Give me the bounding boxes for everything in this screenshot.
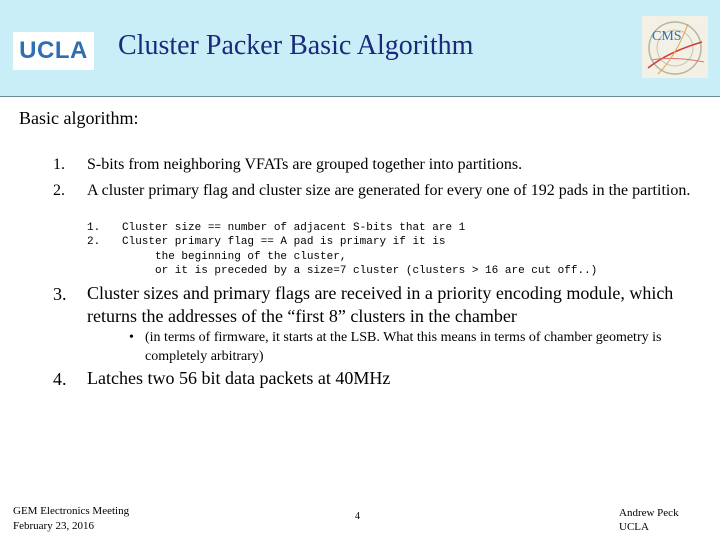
footer-meeting-info	[13, 504, 129, 534]
list-item: Cluster sizes and primary flags are received in a priority encoding module, which returns the addresses of the “first 8” clusters in the chamber	[87, 283, 674, 326]
footer-author: Andrew Peck	[619, 507, 679, 519]
bullet-icon: •	[129, 330, 134, 345]
item-number: 1.	[53, 156, 65, 173]
list-item: Latches two 56 bit data packets at 40MHz	[87, 368, 391, 388]
subitem-number: 1.	[87, 222, 101, 234]
cms-logo-text: CMS	[652, 29, 682, 44]
subitem: Cluster primary flag == A pad is primary if it is the beginning of the cluster, or it is preceded by a size=7 cluster (clusters > 16 are cut off..)	[122, 236, 598, 277]
footer-date: February 23, 2016	[13, 520, 94, 532]
list-item: A cluster primary flag and cluster size are generated for every one of 192 pads in the partition.	[87, 182, 691, 199]
ucla-logo-text: UCLA	[19, 37, 88, 64]
item-number: 2.	[53, 182, 65, 199]
page-number: 4	[355, 511, 360, 522]
ucla-logo	[13, 32, 94, 70]
subitem: Cluster size == number of adjacent S-bits that are 1	[122, 222, 466, 234]
footer-author-info	[619, 506, 679, 534]
slide-title: Cluster Packer Basic Algorithm	[118, 30, 474, 61]
intro-text: Basic algorithm:	[19, 108, 139, 128]
cms-logo	[642, 16, 708, 78]
slide-header	[0, 0, 720, 97]
subitem-number: 2.	[87, 236, 101, 248]
footer-meeting: GEM Electronics Meeting	[13, 505, 130, 517]
bullet-text: (in terms of firmware, it starts at the LSB. What this means in terms of chamber geometry is completely arbitrary)	[145, 330, 662, 364]
item-number: 3.	[53, 284, 67, 304]
list-item: S-bits from neighboring VFATs are grouped together into partitions.	[87, 156, 523, 173]
item-number: 4.	[53, 369, 67, 389]
footer-affiliation: UCLA	[619, 521, 649, 533]
